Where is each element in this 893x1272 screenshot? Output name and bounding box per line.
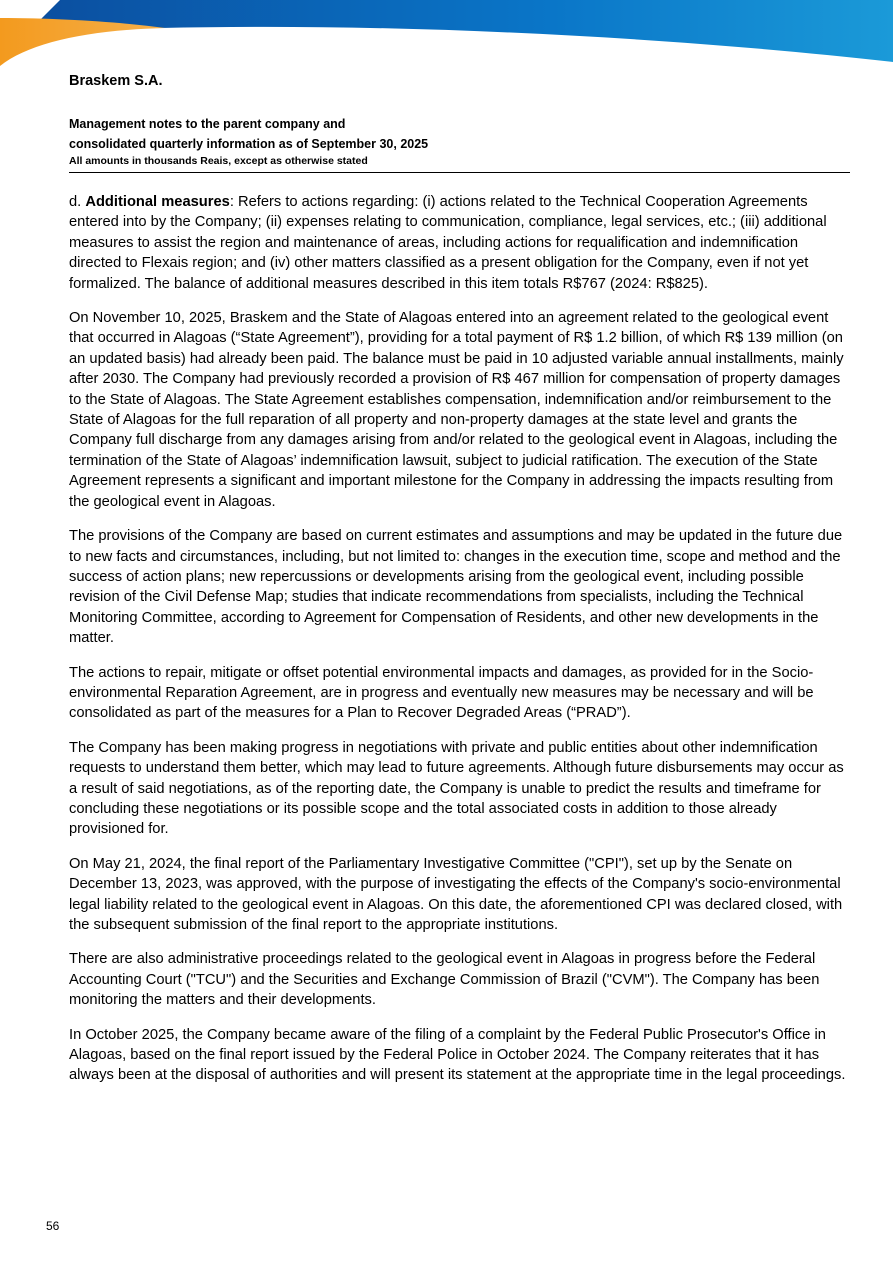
paragraph-additional-measures xyxy=(69,192,850,294)
paragraph-state-agreement: On November 10, 2025, Braskem and the State of Alagoas entered into an agreement related to the geological event that occurred in Alagoas (“State Agreement”), providing for a total payment of R$ 1.2 billion, of which R$ 139 million (on an updated basis) had already been paid. The balance must be paid in 10 adjusted variable annual installments, mainly after 2030. The Company had previously recorded a provision of R$ 467 million for compensation of property damages to the State of Alagoas. The State Agreement establishes compensation, indemnification and/or reimbursement to the State of Alagoas for the full reparation of all property and non-property damages at the state level and grants the Company full discharge from any damages arising from and/or related to the geological event in Alagoas, including the termination of the State of Alagoas’ indemnification lawsuit, subject to judicial ratification. The execution of the State Agreement represents a significant and important milestone for the Company in addressing the impacts resulting from the geological event in Alagoas. xyxy=(69,310,844,510)
page-number: 56 xyxy=(46,1219,60,1233)
company-name: Braskem S.A. xyxy=(69,73,163,89)
paragraph-cpi-report: On May 21, 2024, the final report of the Parliamentary Investigative Committee ("CPI"), set up by the Senate on December 13, 2023, was approved, with the purpose of investigating the effects of the Company's socio-environmental legal liability related to the geological event in Alagoas. On this date, the aforementioned CPI was declared closed, with the subsequent submission of the final report to the appropriate institutions. xyxy=(69,855,843,933)
banner-blue-shape xyxy=(40,0,893,62)
item-heading: Additional measures xyxy=(85,194,230,210)
paragraph-administrative-proceedings: There are also administrative proceedings related to the geological event in Alagoas in progress before the Federal Accounting Court ("TCU") and the Securities and Exchange Commission of Brazil ("CVM"). The Company has been monitoring the matters and their developments. xyxy=(69,951,820,1009)
header-banner xyxy=(0,0,893,70)
header-divider xyxy=(69,172,850,173)
paragraph-provisions: The provisions of the Company are based on current estimates and assumptions and may be updated in the future due to new facts and circumstances, including, but not limited to: changes in the execution time, scope and method and the success of action plans; new repercussions or developments arising from the geological event, including possible revision of the Civil Defense Map; studies that indicate recommendations from specialists, including the Technical Monitoring Committee, according to Agreement for Compensation of Residents, and other new developments in the matter. xyxy=(69,528,843,647)
document-title-line-2: consolidated quarterly information as of September 30, 2025 xyxy=(69,137,429,151)
document-title-line-1: Management notes to the parent company and xyxy=(69,117,346,131)
amounts-note: All amounts in thousands Reais, except as otherwise stated xyxy=(69,155,368,167)
item-letter: d. xyxy=(69,194,86,210)
document-body xyxy=(69,192,850,1100)
paragraph-prosecutor-complaint: In October 2025, the Company became aware of the filing of a complaint by the Federal Public Prosecutor's Office in Alagoas, based on the final report issued by the Federal Police in October 2024. The Company reiterates that it has always been at the disposal of authorities and will present its statement at the appropriate time in the legal proceedings. xyxy=(69,1026,846,1084)
document-header xyxy=(69,70,850,168)
paragraph-environmental-actions: The actions to repair, mitigate or offset potential environmental impacts and damages, as provided for in the Socio-environmental Reparation Agreement, are in progress and eventually new measures may be necessary and will be consolidated as part of the measures for a Plan to Recover Degraded Areas (“PRAD”). xyxy=(69,664,814,722)
paragraph-negotiations: The Company has been making progress in negotiations with private and public entities about other indemnification requests to understand them better, which may lead to future agreements. Although future disbursements may occur as a result of said negotiations, as of the reporting date, the Company is unable to predict the results and timeframe for concluding these negotiations or its possible scope and the total associated costs in addition to those already provisioned for. xyxy=(69,739,844,838)
item-text: : Refers to actions regarding: (i) actions related to the Technical Cooperation Agreements entered into by the Company; (ii) expenses relating to communication, compliance, legal services, etc.; (iii) additional measures to assist the region and maintenance of areas, including actions for requalification and indemnification directed to Flexais region; and (iv) other matters classified as a present obligation for the Company, even if not yet formalized. The balance of additional measures described in this item totals R$767 (2024: R$825). xyxy=(69,194,827,292)
banner-orange-shape xyxy=(0,18,165,66)
document-title xyxy=(69,114,850,154)
